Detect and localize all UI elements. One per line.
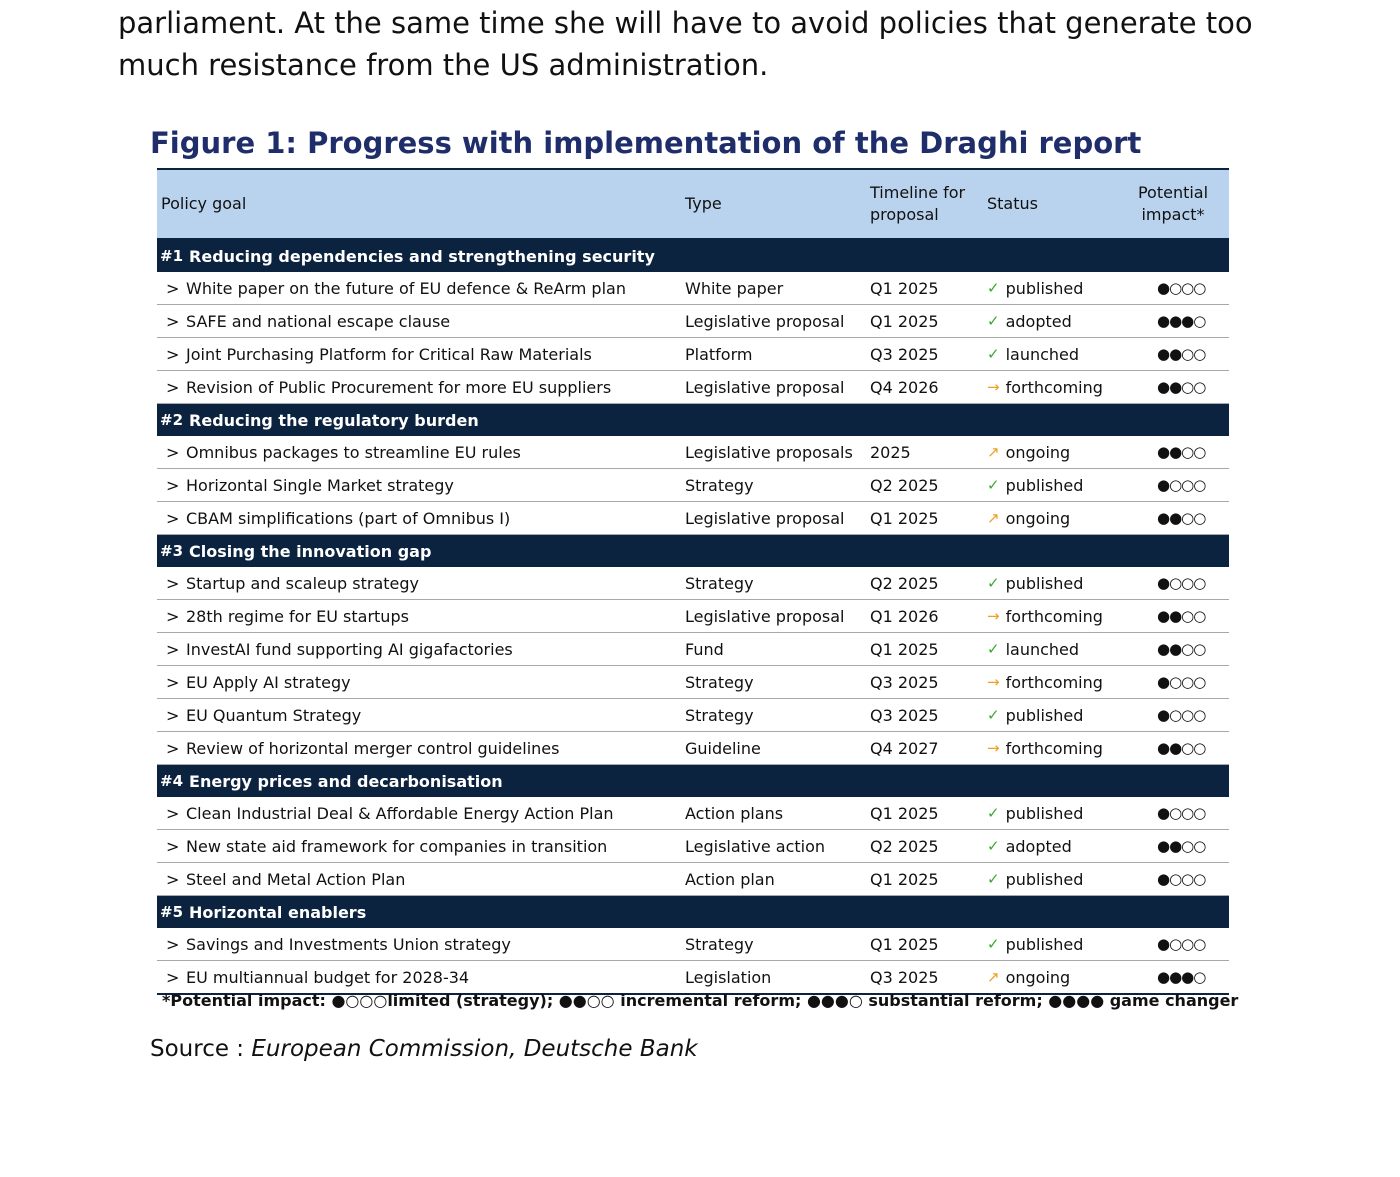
type-cell: White paper [685,278,784,298]
table-row [157,272,1229,305]
status-label: published [1005,803,1084,823]
status-cell [987,469,1083,501]
section-header [157,896,1229,928]
row-chevron: > [166,344,180,364]
status-cell [987,600,1103,632]
source-line [150,1036,698,1062]
status-label: forthcoming [1005,738,1103,758]
status-cell [987,371,1103,403]
impact-dots: ●●●○ [1157,968,1206,986]
table-row [157,666,1229,699]
checkmark-icon: ✓ [987,574,1000,592]
impact-dots: ●○○○ [1157,279,1206,297]
table-row [157,732,1229,765]
timeline-cell: Q2 2025 [870,573,939,593]
policy-goal-cell: New state aid framework for companies in transition [186,836,608,856]
status-label: published [1005,278,1084,298]
type-cell: Guideline [685,738,761,758]
checkmark-icon: ✓ [987,345,1000,363]
status-cell [987,928,1083,960]
row-chevron: > [166,508,180,528]
intro-paragraph: parliament. At the same time she will have to avoid policies that generate too much resistance from the US administration. [118,6,1253,82]
timeline-cell: Q4 2027 [870,738,939,758]
status-cell [987,567,1083,599]
timeline-cell: Q3 2025 [870,344,939,364]
section-header [157,765,1229,797]
arrow-right-icon: → [987,607,1000,625]
impact-dots: ●○○○ [1157,574,1206,592]
type-cell: Strategy [685,475,754,495]
policy-goal-cell: Horizontal Single Market strategy [186,475,454,495]
arrow-right-icon: → [987,739,1000,757]
timeline-cell: Q1 2025 [870,869,939,889]
timeline-cell: Q2 2025 [870,475,939,495]
section-title: Reducing the regulatory burden [189,410,479,430]
section-title: Horizontal enablers [189,902,367,922]
timeline-cell: Q1 2025 [870,803,939,823]
impact-dots: ●●●○ [1157,312,1206,330]
source-label: Source : [150,1036,252,1062]
checkmark-icon: ✓ [987,935,1000,953]
row-chevron: > [166,738,180,758]
section-title: Reducing dependencies and strengthening security [189,246,655,266]
policy-goal-cell: SAFE and national escape clause [186,311,451,331]
table-row [157,928,1229,961]
status-label: launched [1005,639,1080,659]
column-header-impact: Potential impact* [1137,183,1209,224]
policy-goal-cell: CBAM simplifications (part of Omnibus I) [186,508,511,528]
section-number: #5 [160,903,184,921]
timeline-cell: Q3 2025 [870,705,939,725]
status-label: adopted [1005,311,1072,331]
policy-goal-cell: EU multiannual budget for 2028-34 [186,967,470,987]
row-chevron: > [166,311,180,331]
column-header-status: Status [987,194,1038,213]
timeline-cell: Q1 2025 [870,311,939,331]
impact-dots: ●●○○ [1157,837,1206,855]
row-chevron: > [166,278,180,298]
status-label: forthcoming [1005,606,1103,626]
row-chevron: > [166,967,180,987]
impact-dots: ●●○○ [1157,378,1206,396]
status-label: published [1005,705,1084,725]
status-cell [987,272,1083,304]
section-header [157,404,1229,436]
row-chevron: > [166,573,180,593]
table-row [157,699,1229,732]
row-chevron: > [166,869,180,889]
status-label: ongoing [1005,442,1071,462]
status-label: published [1005,934,1084,954]
status-cell [987,961,1070,993]
checkmark-icon: ✓ [987,476,1000,494]
table-header [157,168,1229,240]
impact-dots: ●○○○ [1157,870,1206,888]
checkmark-icon: ✓ [987,279,1000,297]
policy-goal-cell: EU Quantum Strategy [186,705,362,725]
timeline-cell: 2025 [870,442,911,462]
section-header [157,535,1229,567]
type-cell: Action plan [685,869,775,889]
impact-dots: ●●○○ [1157,345,1206,363]
impact-dots: ●○○○ [1157,804,1206,822]
type-cell: Fund [685,639,724,659]
policy-goal-cell: Joint Purchasing Platform for Critical Raw Materials [186,344,592,364]
policy-goal-cell: InvestAI fund supporting AI gigafactories [186,639,513,659]
status-cell [987,863,1083,895]
arrow-right-icon: → [987,673,1000,691]
policy-goal-cell: Steel and Metal Action Plan [186,869,406,889]
checkmark-icon: ✓ [987,706,1000,724]
column-header-policy-goal: Policy goal [161,194,247,213]
type-cell: Platform [685,344,753,364]
status-label: ongoing [1005,967,1071,987]
column-header-timeline: Timeline for proposal [870,183,966,224]
timeline-cell: Q4 2026 [870,377,939,397]
policy-goal-cell: Clean Industrial Deal & Affordable Energy Action Plan [186,803,614,823]
status-label: forthcoming [1005,377,1103,397]
status-cell [987,633,1079,665]
status-cell [987,502,1070,534]
section-number: #1 [160,247,184,265]
table-row [157,863,1229,896]
arrow-up-right-icon: ↗ [987,443,1000,461]
type-cell: Legislative action [685,836,826,856]
table-row [157,436,1229,469]
status-label: published [1005,475,1084,495]
timeline-cell: Q1 2025 [870,508,939,528]
policy-goal-cell: Review of horizontal merger control guidelines [186,738,560,758]
policy-goal-cell: Revision of Public Procurement for more EU suppliers [186,377,612,397]
impact-dots: ●○○○ [1157,673,1206,691]
row-chevron: > [166,934,180,954]
timeline-cell: Q1 2025 [870,934,939,954]
arrow-up-right-icon: ↗ [987,509,1000,527]
type-cell: Strategy [685,705,754,725]
status-label: launched [1005,344,1080,364]
impact-dots: ●●○○ [1157,640,1206,658]
section-title: Energy prices and decarbonisation [189,771,503,791]
type-cell: Strategy [685,573,754,593]
table-row [157,633,1229,666]
row-chevron: > [166,639,180,659]
column-header-type: Type [685,194,722,213]
timeline-cell: Q3 2025 [870,967,939,987]
table-row [157,830,1229,863]
row-chevron: > [166,672,180,692]
type-cell: Action plans [685,803,784,823]
policy-goal-cell: Startup and scaleup strategy [186,573,419,593]
table-body [157,240,1229,995]
table-row [157,600,1229,633]
type-cell: Strategy [685,672,754,692]
type-cell: Strategy [685,934,754,954]
table-row [157,567,1229,600]
row-chevron: > [166,377,180,397]
table-row [157,469,1229,502]
table-row [157,502,1229,535]
impact-dots: ●●○○ [1157,607,1206,625]
impact-dots: ●○○○ [1157,706,1206,724]
source-text: European Commission, Deutsche Bank [251,1036,698,1062]
status-cell [987,338,1079,370]
timeline-cell: Q1 2025 [870,639,939,659]
policy-goal-cell: Savings and Investments Union strategy [186,934,511,954]
status-cell [987,797,1083,829]
section-header [157,240,1229,272]
status-label: published [1005,573,1084,593]
arrow-right-icon: → [987,378,1000,396]
status-cell [987,436,1070,468]
status-label: adopted [1005,836,1072,856]
policy-goal-cell: EU Apply AI strategy [186,672,351,692]
impact-legend: *Potential impact: ●○○○limited (strategy); ●●○○ incremental reform; ●●●○ substantial reform; ●●●● game changer [162,991,1239,1010]
table-row [157,797,1229,830]
arrow-up-right-icon: ↗ [987,968,1000,986]
table-row [157,338,1229,371]
status-cell [987,830,1072,862]
row-chevron: > [166,606,180,626]
row-chevron: > [166,442,180,462]
type-cell: Legislative proposal [685,311,845,331]
row-chevron: > [166,705,180,725]
progress-table [157,168,1229,995]
section-number: #2 [160,411,184,429]
checkmark-icon: ✓ [987,837,1000,855]
policy-goal-cell: Omnibus packages to streamline EU rules [186,442,521,462]
impact-dots: ●●○○ [1157,739,1206,757]
figure-title: Figure 1: Progress with implementation of the Draghi report [150,126,1142,160]
table-row [157,961,1229,995]
timeline-cell: Q1 2026 [870,606,939,626]
timeline-cell: Q1 2025 [870,278,939,298]
row-chevron: > [166,475,180,495]
impact-dots: ●●○○ [1157,509,1206,527]
type-cell: Legislative proposal [685,606,845,626]
checkmark-icon: ✓ [987,312,1000,330]
type-cell: Legislative proposal [685,377,845,397]
impact-dots: ●●○○ [1157,443,1206,461]
type-cell: Legislative proposals [685,442,853,462]
row-chevron: > [166,803,180,823]
row-chevron: > [166,836,180,856]
table-row [157,305,1229,338]
section-number: #3 [160,542,184,560]
checkmark-icon: ✓ [987,804,1000,822]
impact-dots: ●○○○ [1157,476,1206,494]
status-label: forthcoming [1005,672,1103,692]
section-number: #4 [160,772,184,790]
status-cell [987,699,1083,731]
policy-goal-cell: White paper on the future of EU defence & ReArm plan [186,278,626,298]
timeline-cell: Q2 2025 [870,836,939,856]
status-cell [987,305,1072,337]
checkmark-icon: ✓ [987,870,1000,888]
impact-dots: ●○○○ [1157,935,1206,953]
policy-goal-cell: 28th regime for EU startups [186,606,409,626]
section-title: Closing the innovation gap [189,541,432,561]
type-cell: Legislative proposal [685,508,845,528]
status-cell [987,732,1103,764]
status-label: published [1005,869,1084,889]
checkmark-icon: ✓ [987,640,1000,658]
status-cell [987,666,1103,698]
type-cell: Legislation [685,967,772,987]
table-row [157,371,1229,404]
timeline-cell: Q3 2025 [870,672,939,692]
status-label: ongoing [1005,508,1071,528]
